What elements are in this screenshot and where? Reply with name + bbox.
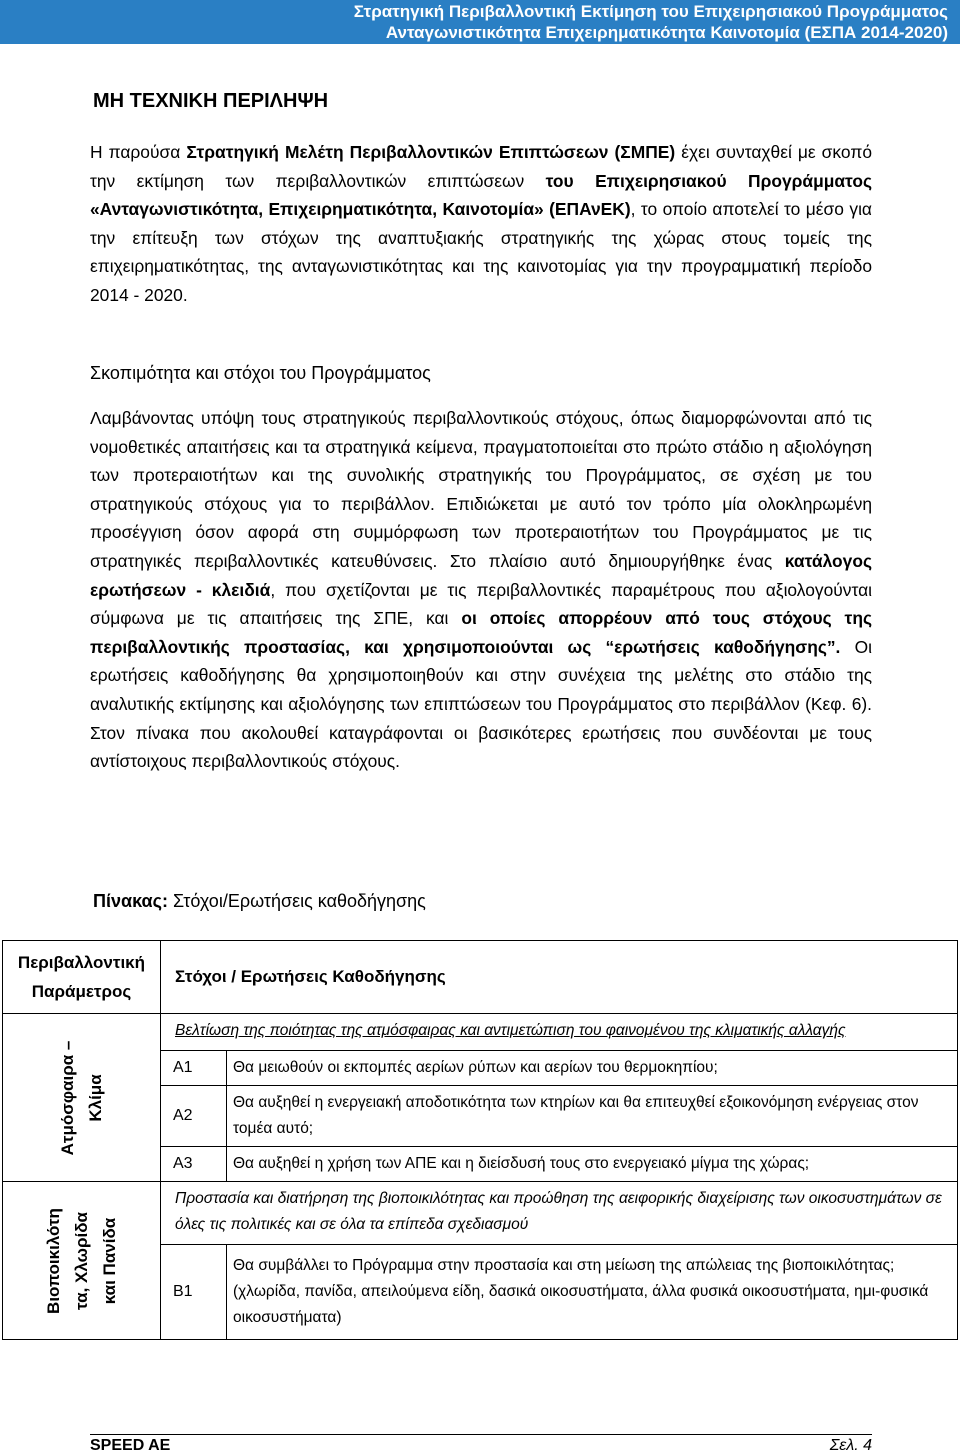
page-header [0, 0, 960, 44]
intro-text-2: έχει συνταχθεί με σκοπό την εκτίμηση των περιβαλλοντικών επιπτώσεων [90, 142, 872, 191]
question-text: Θα αυξηθεί η χρήση των ΑΠΕ και η διείσδυσή τους στο ενεργειακό μίγμα της χώρας; [227, 1147, 958, 1182]
table-caption-text: Στόχοι/Ερωτήσεις καθοδήγησης [167, 891, 426, 911]
objective-atmosphere: Βελτίωση της ποιότητας της ατμόσφαιρας και αντιμετώπιση του φαινομένου της κλιματικής αλλαγής [161, 1014, 958, 1051]
intro-bold-1: Στρατηγική Μελέτη Περιβαλλοντικών Επιπτώσεων (ΣΜΠΕ) [186, 142, 676, 162]
body-text-3: Οι ερωτήσεις καθοδήγησης θα χρησιμοποιηθούν και στην συνέχεια της μελέτης στο στάδιο της αναλυτικής εκτίμησης και αξιολόγησης των επιπτώσεων του Προγράμματος στο περιβάλλον (Κεφ. 6). Στον πίνακα που ακολουθεί καταγράφονται οι βασικότερες ερωτήσεις που συνδέονται με τους αντίστοιχους περιβαλλοντικούς στόχους. [90, 636, 872, 772]
header-goals: Στόχοι / Ερωτήσεις Καθοδήγησης [161, 941, 958, 1014]
intro-paragraph [90, 138, 872, 310]
body-bold-2: οι οποίες απορρέουν από τους στόχους της περιβαλλοντικής προστασίας, και χρησιμοποιούνται ως “ερωτήσεις καθοδήγησης”. [90, 608, 872, 657]
param-label-line: Ατμόσφαιρα – [57, 1040, 77, 1155]
body-text-1: Λαμβάνοντας υπόψη τους στρατηγικούς περιβαλλοντικούς στόχους, όπως διαμορφώνονται από τις νομοθετικές απαιτήσεις και τα στρατηγικά κείμενα, πραγματοποιείται στο πρώτο στάδιο η αξιολόγηση των προτεραιοτήτων και της συνολικής στρατηγικής του Προγράμματος, σε σχέση με του στρατηγικούς στόχους για το περιβάλλον. Επιδιώκεται με αυτό τον τρόπο μία ολοκληρωμένη προσέγγιση όσον αφορά στη συμμόρφωση των προτεραιοτήτων του Προγράμματος με τις στρατηγικές περιβαλλοντικές κατευθύνσεις. Στο πλαίσιο αυτό δημιουργήθηκε ένας [90, 408, 872, 571]
intro-bold-2: του Επιχειρησιακού Προγράμματος «Ανταγωνιστικότητα, Επιχειρηματικότητα, Καινοτομία» (ΕΠΑνΕΚ) [90, 170, 872, 220]
param-label-line: Βιοποικιλότη [43, 1207, 63, 1314]
header-title-line1: Στρατηγική Περιβαλλοντική Εκτίμηση του Επιχειρησιακού Προγράμματος [353, 2, 948, 21]
table-caption [93, 891, 426, 912]
table-caption-label: Πίνακας: [93, 891, 168, 911]
question-code: Α3 [161, 1147, 227, 1182]
objective-biodiversity: Προστασία και διατήρηση της βιοποικιλότητας και προώθηση της αειφορικής διαχείρισης των οικοσυστημάτων σε όλες τις πολιτικές και σε όλα τα επίπεδα σχεδιασμού [161, 1182, 958, 1245]
body-paragraph [90, 404, 872, 776]
footer-divider [90, 1434, 872, 1435]
body-bold-1: κατάλογος ερωτήσεων - κλειδιά [90, 550, 872, 600]
table-header-row [3, 941, 958, 1014]
footer-company: SPEED AE [90, 1437, 171, 1454]
guidance-table [2, 940, 958, 1340]
footer-page-number: Σελ. 4 [829, 1437, 872, 1454]
table-row [3, 1182, 958, 1245]
page-title: ΜΗ ΤΕΧΝΙΚΗ ΠΕΡΙΛΗΨΗ [93, 90, 329, 112]
question-text: Θα συμβάλλει το Πρόγραμμα στην προστασία και στη μείωση της απώλειας της βιοποικιλότητας; (χλωρίδα, πανίδα, απειλούμενα είδη, δασικά οικοσυστήματα, άλλα φυσικά οικοσυστήματα, ημι-φυσικά οικοσυστήματα) [227, 1245, 958, 1340]
param-label-line: τα, Χλωρίδα [71, 1211, 91, 1310]
param-label-line: Κλίμα [85, 1073, 105, 1122]
question-code: Α2 [161, 1086, 227, 1147]
param-label-line: και Πανίδα [99, 1217, 119, 1304]
header-parameter: Περιβαλλοντική Παράμετρος [3, 941, 161, 1014]
intro-text-3: , το οποίο αποτελεί το μέσο για την επίτευξη των στόχων της αναπτυξιακής στρατηγικής της χώρας στους τομείς της επιχειρηματικότητας, της ανταγωνιστικότητας και της καινοτομίας για την προγραμματική περίοδο 2014 - 2020. [90, 199, 872, 305]
param-biodiversity [3, 1182, 161, 1340]
header-title-line2: Ανταγωνιστικότητα Επιχειρηματικότητα Καινοτομία (ΕΣΠΑ 2014-2020) [385, 23, 948, 42]
question-text: Θα μειωθούν οι εκπομπές αερίων ρύπων και αερίων του θερμοκηπίου; [227, 1051, 958, 1086]
param-atmosphere-climate [3, 1014, 161, 1182]
question-text: Θα αυξηθεί η ενεργειακή αποδοτικότητα των κτηρίων και θα επιτευχθεί εξοικονόμηση ενέργειας στον τομέα αυτό; [227, 1086, 958, 1147]
table-row [3, 1014, 958, 1051]
section-heading: Σκοπιμότητα και στόχοι του Προγράμματος [90, 363, 431, 383]
body-text-2: , που σχετίζονται με τις περιβαλλοντικές παραμέτρους που αξιολογούνται σύμφωνα με τις απαιτήσεις της ΣΠΕ, και [90, 579, 872, 629]
question-code: Β1 [161, 1245, 227, 1340]
question-code: Α1 [161, 1051, 227, 1086]
intro-text-1: Η παρούσα [90, 142, 187, 162]
